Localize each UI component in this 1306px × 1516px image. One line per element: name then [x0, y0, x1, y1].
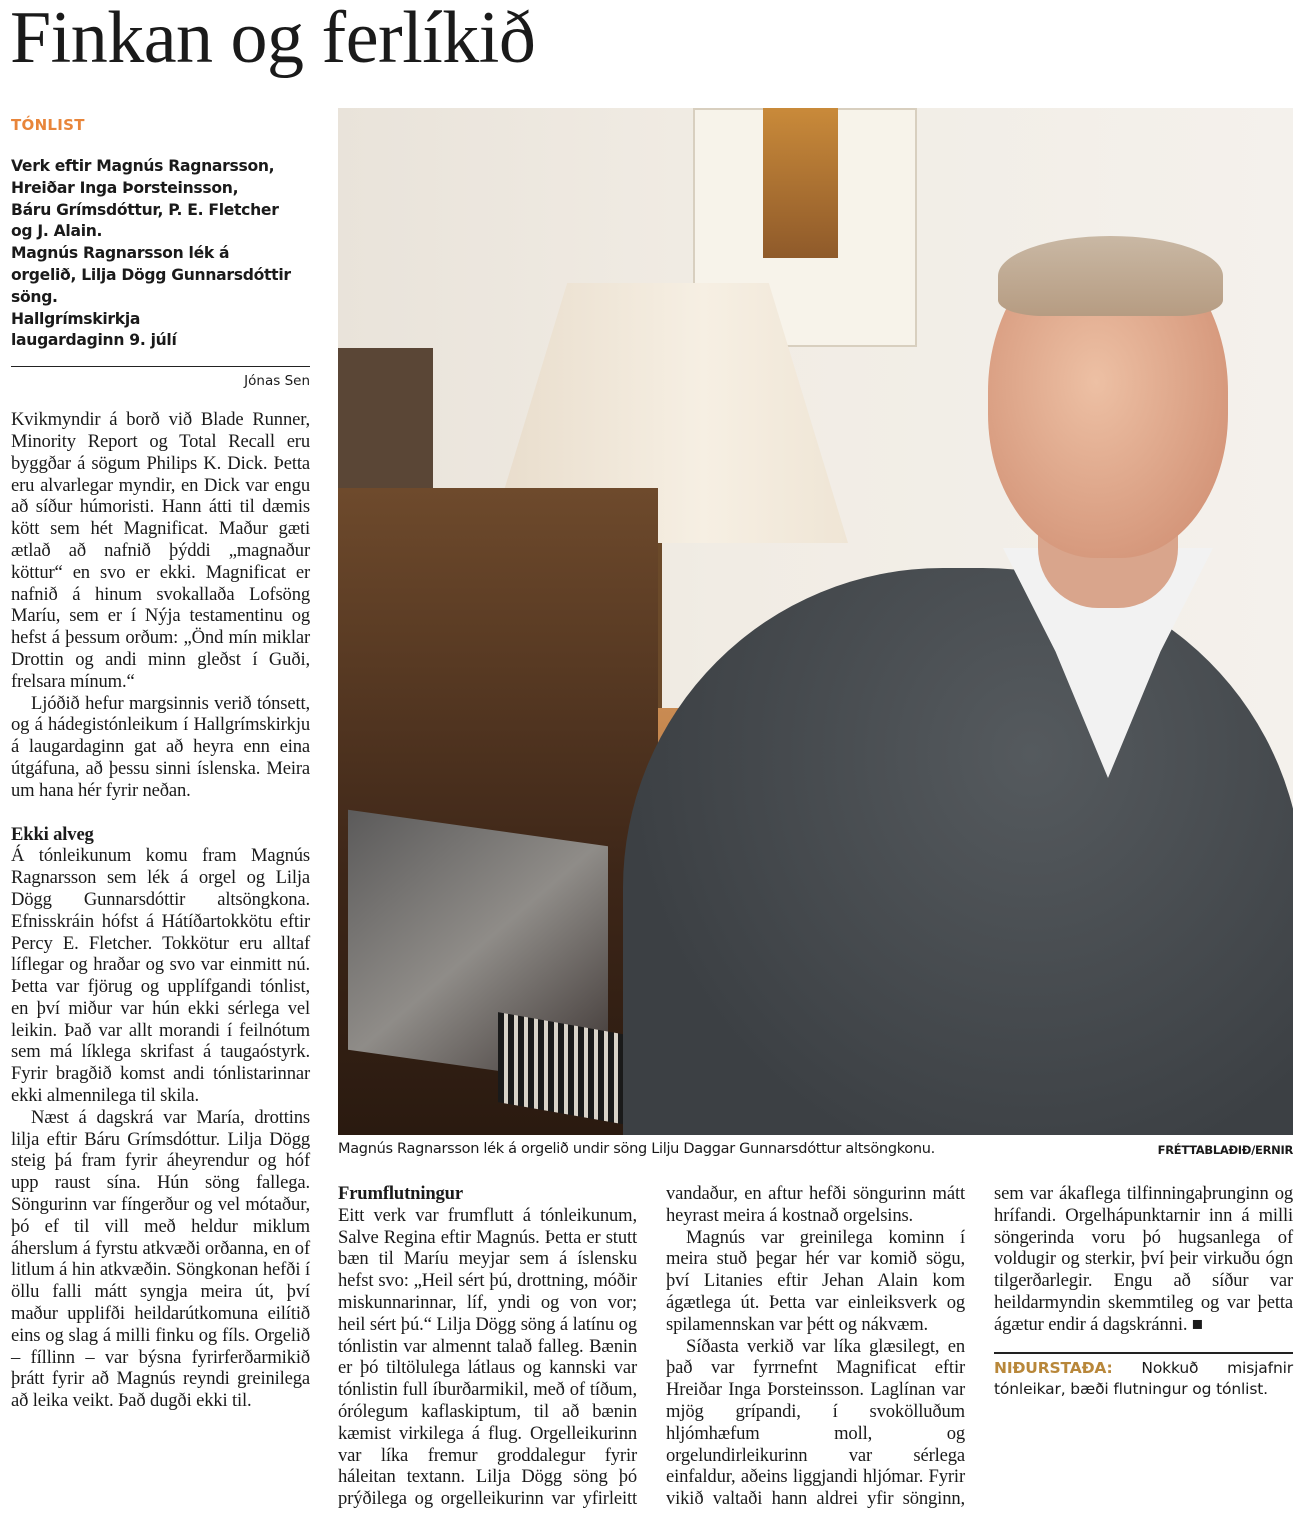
info-line: Verk eftir Magnús Ragnarsson, — [11, 157, 275, 175]
photo-caption — [338, 1141, 1293, 1157]
paragraph: Magnús var greinilega kominn í meira stuð þegar hér var komið sögu, því Litanies eftir Jehan Alain kom ágætlega út. Þetta var einleiksverk og spilamennskan var þétt og nákvæm. — [666, 1226, 965, 1335]
info-line: söng. — [11, 287, 58, 306]
caption-text: Magnús Ragnarsson lék á orgelið undir söng Lilju Daggar Gunnarsdóttur altsöngkonu. — [338, 1141, 935, 1157]
paragraph: Kvikmyndir á borð við Blade Runner, Minority Report og Total Recall eru byggðar á sögum Philips K. Dick. Þetta eru alvarlegar myndir, en Dick var engu að síður húmoristi. Hann átti til dæmis kött sem hét Magnificat. Maður gæti ætlað að nafnið þýddi „magnaður köttur“ en svo er ekki. Magnificat er nafnið á hinum svokallaða Lofsöng Maríu, sem er í Nýja testamentinu og hefst á þessum orðum: „Önd mín miklar Drottin og andi minn gleðst í Guði, frelsara mínum.“ — [11, 409, 310, 692]
info-line: og J. Alain. — [11, 222, 103, 241]
info-line: Hallgrímskirkja — [11, 309, 141, 328]
verdict-box — [994, 1352, 1293, 1400]
info-line: Hreiðar Inga Þorsteinsson, — [11, 178, 239, 197]
paragraph: Ljóðið hefur margsinnis verið tónsett, og á hádegistónleikum í Hallgrímskirkju á laugardaginn gat að heyra enn eina útgáfuna, að þessu sinni íslenska. Meira um hana hér fyrir neðan. — [11, 692, 310, 801]
paragraph: Síðasta verkið var líka glæsilegt, en það var fyrrnefnt Magnificat eftir Hreiðar Inga Þorsteinsson. Laglínan var mjög grípandi, í svokölluðum hljómhæfum moll, og orgelundirleikurinn var sérlega einfaldur, aðeins liggjandi hljómar. Fyrir vikið valtaði hann aldrei yfir sönginn, sem var ákaflega tilfinningaþrunginn og hrífandi. Orgelhápunktarnir inn á milli söngerinda voru þó hugsanlega of voldugir og sterkir, því þeir virkuðu ógn tilgerðarlegir. Engu að síður var heildarmyndin skemmtileg og var þetta ágætur endir á dagskránni. ■ — [666, 1183, 1293, 1510]
article-body-left — [11, 409, 310, 1412]
subheading: Frumflutningur — [338, 1183, 463, 1204]
author-byline: Jónas Sen — [244, 373, 310, 390]
headline: Finkan og ferlíkið — [10, 0, 536, 79]
section-label: TÓNLIST — [11, 116, 85, 134]
verdict-label: NIÐURSTAÐA: — [994, 1358, 1113, 1377]
concert-info — [11, 156, 310, 352]
info-line: Báru Grímsdóttur, P. E. Fletcher — [11, 200, 279, 219]
info-line: orgelið, Lilja Dögg Gunnarsdóttir — [11, 265, 291, 284]
info-line: laugardaginn 9. júlí — [11, 331, 177, 350]
article-photo — [338, 108, 1293, 1135]
paragraph: Eitt verk var frumflutt á tónleikunum, Salve Regina eftir Magnús. Þetta er stutt bæn til Maríu meyjar sem á íslensku hefst svo: „Heil sért þú, drottning, móðir miskunnarinnar, líf, yndi og von vor; heil sért þú.“ Lilja Dögg söng á latínu og tónlistin var almennt talað falleg. Bænin er þó tiltölulega látlaus og kannski var tónlistin full íburðarmikil, með of tíðum, órólegum kaflaskiptum, til að bænin kæmist virkilega á flug. Orgelleikurinn var líka fremur groddalegur fyrir háleitan textann. Lilja Dögg söng þó prýðilega og orgelleikurinn var yfirleitt vandaður, en aftur hefði söngurinn mátt heyrast meira á kostnað orgelsins. — [338, 1183, 965, 1510]
subheading: Ekki alveg — [11, 823, 94, 845]
article-body-columns — [338, 1183, 1293, 1513]
info-line: Magnús Ragnarsson lék á — [11, 244, 230, 263]
divider — [11, 366, 310, 367]
sidebar-column — [11, 116, 310, 1412]
person-hair — [998, 236, 1223, 316]
paragraph: Næst á dagskrá var María, drottins lilja eftir Báru Grímsdóttur. Lilja Dögg steig þá fram fyrir áheyrendur og hóf upp raust sína. Hún söng fallega. Söngurinn var fíngerður og vel mótaður, þó ef til vill með heldur miklum áherslum á fyrstu atkvæði orðanna, en of litlum á hin atkvæðin. Söngkonan hefði í öllu falli mátt syngja meira út, því maður upplifði heildarútkomuna eilítið eins og slag á milli finku og fíls. Orgelið – fíllinn – var býsna fyrirferðarmikið þrátt fyrir að Magnús reyndi greinilega að leika veikt. Það dugði ekki til. — [11, 1106, 310, 1412]
paragraph: Á tónleikunum komu fram Magnús Ragnarsson sem lék á orgel og Lilja Dögg Gunnarsdóttir altsöngkona. Efnisskráin hófst á Hátíðartokkötu eftir Percy E. Fletcher. Tokkötur eru alltaf líflegar og hraðar og svo var einmitt nú. Þetta var fjörug og upplífgandi tónlist, en því miður var hún ekki sérlega vel leikin. Það var allt morandi í feilnótum sem má líklega skrifast á taugaóstyrk. Fyrir bragðið komst andi tónlistarinnar ekki almennilega til skila. — [11, 845, 310, 1107]
person-torso — [623, 568, 1293, 1135]
photo-frame — [338, 348, 433, 488]
verdict-text: Nokkuð misjafnir tónleikar, bæði flutningur og tónlist. — [994, 1358, 1293, 1398]
wall-art — [763, 108, 838, 258]
photo-credit: FRÉTTABLAÐIÐ/ERNIR — [1157, 1143, 1293, 1157]
